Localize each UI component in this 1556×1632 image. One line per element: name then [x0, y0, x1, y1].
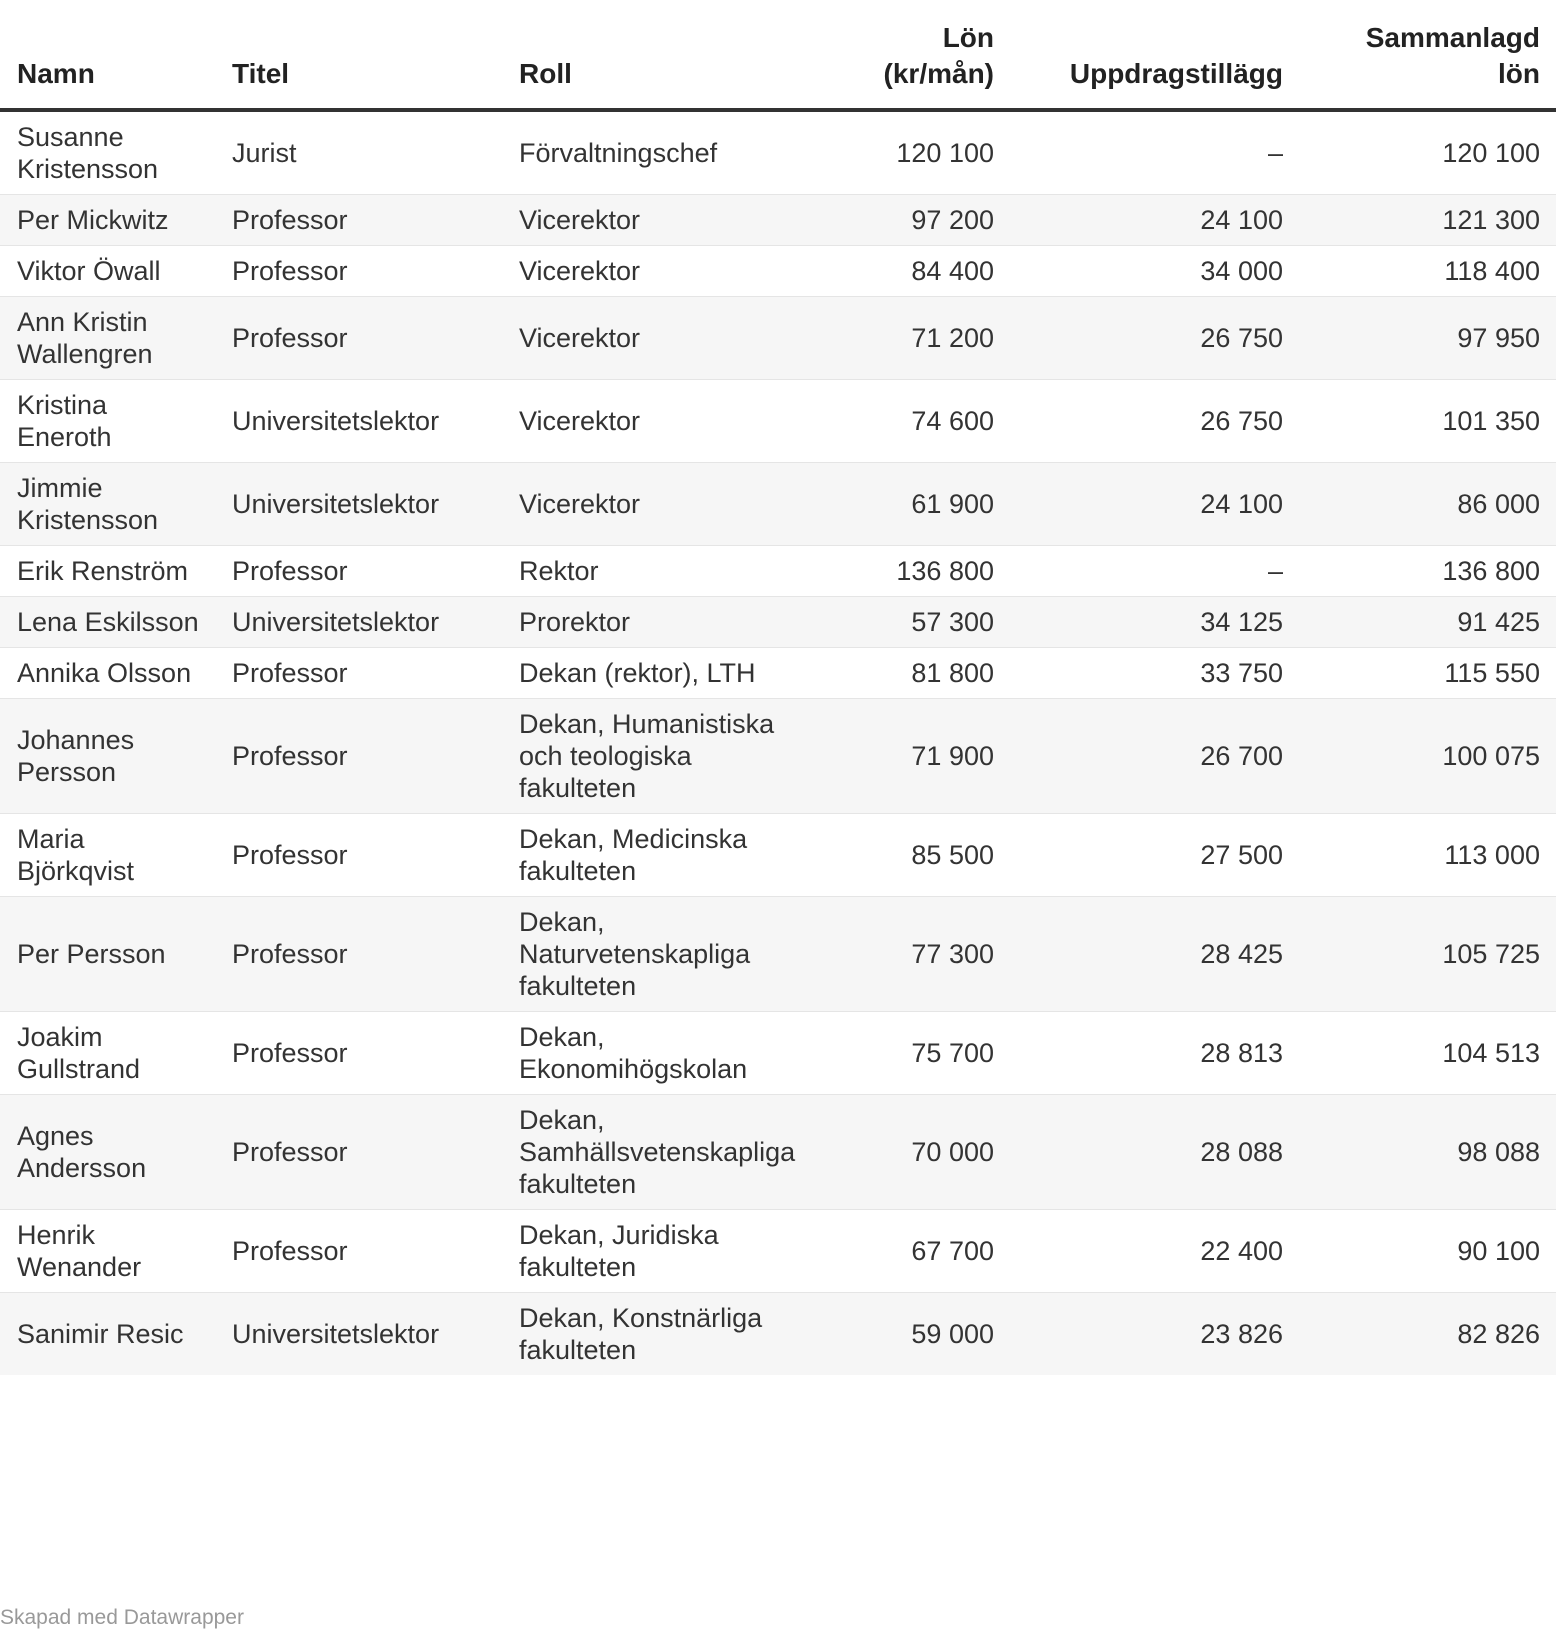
table-row [0, 246, 1556, 297]
salary-table-container [0, 20, 1556, 1375]
table-row [0, 597, 1556, 648]
cell-namn: Per Mickwitz [0, 195, 216, 246]
table-row [0, 380, 1556, 463]
cell-total: 115 550 [1299, 648, 1556, 699]
cell-tillagg: – [1010, 546, 1299, 597]
column-header-lon[interactable]: Lön (kr/mån) [819, 20, 1010, 110]
cell-tillagg: 33 750 [1010, 648, 1299, 699]
cell-roll: Vicerektor [503, 195, 819, 246]
cell-lon: 74 600 [819, 380, 1010, 463]
cell-total: 120 100 [1299, 110, 1556, 195]
cell-total: 97 950 [1299, 297, 1556, 380]
table-row [0, 1293, 1556, 1376]
table-body [0, 110, 1556, 1375]
cell-lon: 81 800 [819, 648, 1010, 699]
cell-titel: Professor [216, 546, 503, 597]
cell-titel: Professor [216, 297, 503, 380]
cell-total: 86 000 [1299, 463, 1556, 546]
cell-namn: Agnes Andersson [0, 1095, 216, 1210]
cell-tillagg: 27 500 [1010, 814, 1299, 897]
cell-titel: Professor [216, 1012, 503, 1095]
cell-namn: Henrik Wenander [0, 1210, 216, 1293]
cell-roll: Rektor [503, 546, 819, 597]
cell-roll: Dekan, Samhällsvetenskapliga fakulteten [503, 1095, 819, 1210]
column-header-namn[interactable]: Namn [0, 20, 216, 110]
cell-total: 113 000 [1299, 814, 1556, 897]
cell-roll: Vicerektor [503, 463, 819, 546]
table-row [0, 1210, 1556, 1293]
cell-roll: Dekan, Naturvetenskapliga fakulteten [503, 897, 819, 1012]
cell-tillagg: 23 826 [1010, 1293, 1299, 1376]
table-row [0, 1095, 1556, 1210]
table-row [0, 648, 1556, 699]
cell-namn: Lena Eskilsson [0, 597, 216, 648]
table-header [0, 20, 1556, 110]
cell-titel: Professor [216, 648, 503, 699]
cell-titel: Jurist [216, 110, 503, 195]
cell-total: 104 513 [1299, 1012, 1556, 1095]
cell-lon: 57 300 [819, 597, 1010, 648]
cell-namn: Kristina Eneroth [0, 380, 216, 463]
cell-namn: Sanimir Resic [0, 1293, 216, 1376]
cell-roll: Dekan, Medicinska fakulteten [503, 814, 819, 897]
cell-namn: Johannes Persson [0, 699, 216, 814]
cell-titel: Universitetslektor [216, 380, 503, 463]
cell-titel: Universitetslektor [216, 463, 503, 546]
cell-titel: Professor [216, 1210, 503, 1293]
cell-namn: Maria Björkqvist [0, 814, 216, 897]
cell-tillagg: 22 400 [1010, 1210, 1299, 1293]
cell-lon: 61 900 [819, 463, 1010, 546]
cell-titel: Universitetslektor [216, 597, 503, 648]
cell-roll: Vicerektor [503, 246, 819, 297]
table-row [0, 195, 1556, 246]
cell-namn: Joakim Gullstrand [0, 1012, 216, 1095]
cell-roll: Dekan, Konstnärliga fakulteten [503, 1293, 819, 1376]
table-row [0, 1012, 1556, 1095]
cell-lon: 136 800 [819, 546, 1010, 597]
cell-total: 101 350 [1299, 380, 1556, 463]
cell-lon: 77 300 [819, 897, 1010, 1012]
cell-namn: Viktor Öwall [0, 246, 216, 297]
cell-total: 118 400 [1299, 246, 1556, 297]
cell-titel: Universitetslektor [216, 1293, 503, 1376]
cell-tillagg: 34 000 [1010, 246, 1299, 297]
cell-lon: 120 100 [819, 110, 1010, 195]
cell-titel: Professor [216, 1095, 503, 1210]
cell-total: 82 826 [1299, 1293, 1556, 1376]
cell-namn: Per Persson [0, 897, 216, 1012]
cell-namn: Ann Kristin Wallengren [0, 297, 216, 380]
cell-tillagg: 26 700 [1010, 699, 1299, 814]
cell-namn: Susanne Kristensson [0, 110, 216, 195]
table-row [0, 814, 1556, 897]
table-row [0, 897, 1556, 1012]
cell-tillagg: 24 100 [1010, 463, 1299, 546]
cell-total: 90 100 [1299, 1210, 1556, 1293]
cell-tillagg: 26 750 [1010, 297, 1299, 380]
table-row [0, 463, 1556, 546]
cell-total: 136 800 [1299, 546, 1556, 597]
cell-total: 105 725 [1299, 897, 1556, 1012]
cell-titel: Professor [216, 246, 503, 297]
table-row [0, 110, 1556, 195]
cell-namn: Jimmie Kristensson [0, 463, 216, 546]
column-header-titel[interactable]: Titel [216, 20, 503, 110]
cell-tillagg: – [1010, 110, 1299, 195]
cell-titel: Professor [216, 699, 503, 814]
cell-lon: 70 000 [819, 1095, 1010, 1210]
cell-roll: Vicerektor [503, 380, 819, 463]
cell-namn: Annika Olsson [0, 648, 216, 699]
cell-lon: 97 200 [819, 195, 1010, 246]
cell-roll: Dekan, Ekonomihögskolan [503, 1012, 819, 1095]
cell-lon: 67 700 [819, 1210, 1010, 1293]
cell-roll: Prorektor [503, 597, 819, 648]
cell-total: 98 088 [1299, 1095, 1556, 1210]
header-row [0, 20, 1556, 110]
table-row [0, 699, 1556, 814]
cell-lon: 75 700 [819, 1012, 1010, 1095]
cell-tillagg: 26 750 [1010, 380, 1299, 463]
column-header-roll[interactable]: Roll [503, 20, 819, 110]
cell-roll: Dekan (rektor), LTH [503, 648, 819, 699]
cell-titel: Professor [216, 897, 503, 1012]
cell-lon: 71 900 [819, 699, 1010, 814]
cell-roll: Vicerektor [503, 297, 819, 380]
column-header-tillagg[interactable]: Uppdragstillägg [1010, 20, 1299, 110]
table-row [0, 546, 1556, 597]
cell-roll: Dekan, Humanistiska och teologiska fakulteten [503, 699, 819, 814]
table-row [0, 297, 1556, 380]
cell-tillagg: 24 100 [1010, 195, 1299, 246]
cell-tillagg: 28 813 [1010, 1012, 1299, 1095]
cell-total: 121 300 [1299, 195, 1556, 246]
cell-lon: 71 200 [819, 297, 1010, 380]
column-header-total[interactable]: Sammanlagd lön [1299, 20, 1556, 110]
cell-total: 100 075 [1299, 699, 1556, 814]
cell-namn: Erik Renström [0, 546, 216, 597]
salary-table [0, 20, 1556, 1375]
cell-tillagg: 34 125 [1010, 597, 1299, 648]
cell-lon: 85 500 [819, 814, 1010, 897]
cell-tillagg: 28 088 [1010, 1095, 1299, 1210]
cell-roll: Förvaltningschef [503, 110, 819, 195]
cell-roll: Dekan, Juridiska fakulteten [503, 1210, 819, 1293]
cell-lon: 84 400 [819, 246, 1010, 297]
cell-tillagg: 28 425 [1010, 897, 1299, 1012]
datawrapper-credit: Skapad med Datawrapper [0, 1606, 244, 1629]
cell-titel: Professor [216, 195, 503, 246]
cell-titel: Professor [216, 814, 503, 897]
cell-lon: 59 000 [819, 1293, 1010, 1376]
cell-total: 91 425 [1299, 597, 1556, 648]
